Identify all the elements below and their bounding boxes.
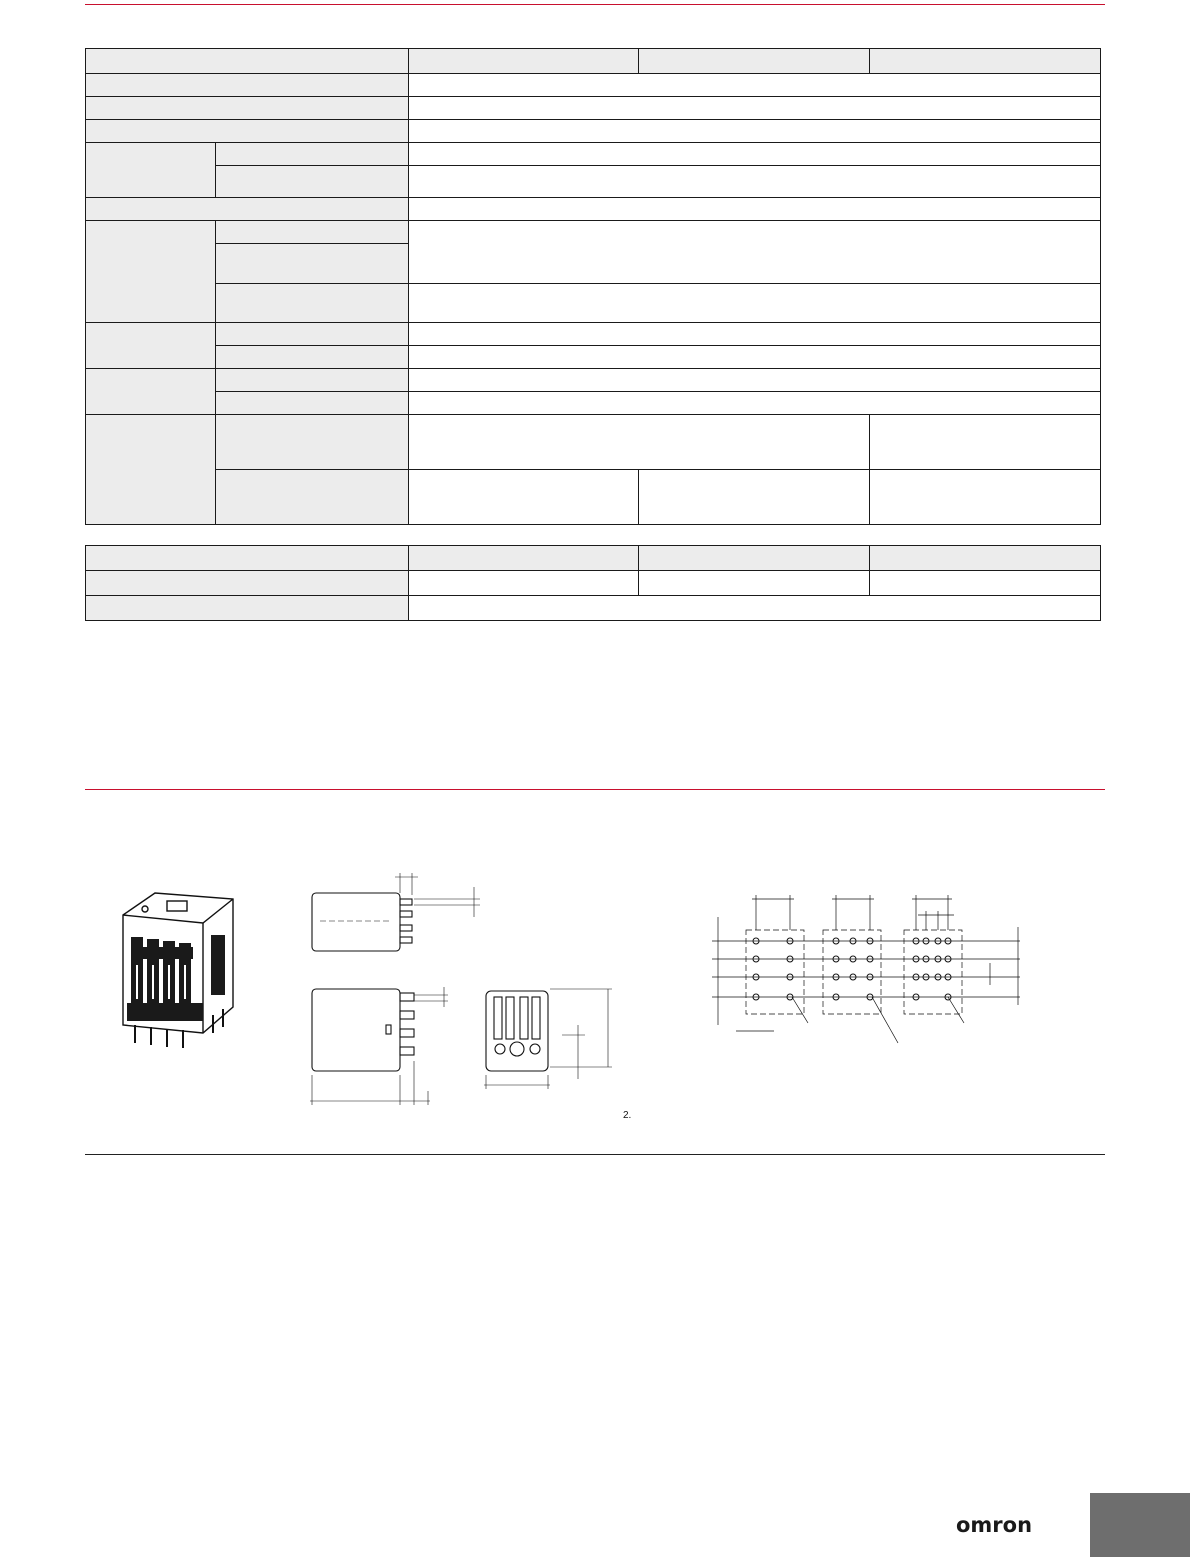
relay-perspective-illustration bbox=[115, 885, 250, 1050]
page-side-tab bbox=[1090, 1493, 1190, 1557]
table-row bbox=[86, 143, 1101, 166]
table-row bbox=[86, 596, 1101, 621]
ratings-table bbox=[85, 48, 1101, 525]
section-rule-top bbox=[85, 4, 1105, 5]
table-row bbox=[86, 470, 1101, 525]
table-row bbox=[86, 415, 1101, 470]
logo-text: omron bbox=[956, 1513, 1033, 1537]
table-row bbox=[86, 166, 1101, 198]
relay-dimension-drawing bbox=[300, 865, 620, 1110]
pcb-mounting-holes-drawing bbox=[708, 885, 1028, 1050]
omron-logo bbox=[956, 1512, 1052, 1538]
table-row bbox=[86, 120, 1101, 143]
table-row bbox=[86, 198, 1101, 221]
section-rule-bottom bbox=[85, 1154, 1105, 1155]
table-row bbox=[86, 284, 1101, 323]
table-row bbox=[86, 74, 1101, 97]
table-row bbox=[86, 221, 1101, 244]
figure-note-number: 2. bbox=[623, 1110, 632, 1121]
table-row bbox=[86, 323, 1101, 346]
characteristics-table bbox=[85, 545, 1101, 621]
table-row bbox=[86, 369, 1101, 392]
table-row bbox=[86, 392, 1101, 415]
table-row bbox=[86, 571, 1101, 596]
table-row bbox=[86, 97, 1101, 120]
table-row bbox=[86, 346, 1101, 369]
section-rule-dimensions bbox=[85, 789, 1105, 790]
table-header-row bbox=[86, 49, 1101, 74]
table-header-row bbox=[86, 546, 1101, 571]
